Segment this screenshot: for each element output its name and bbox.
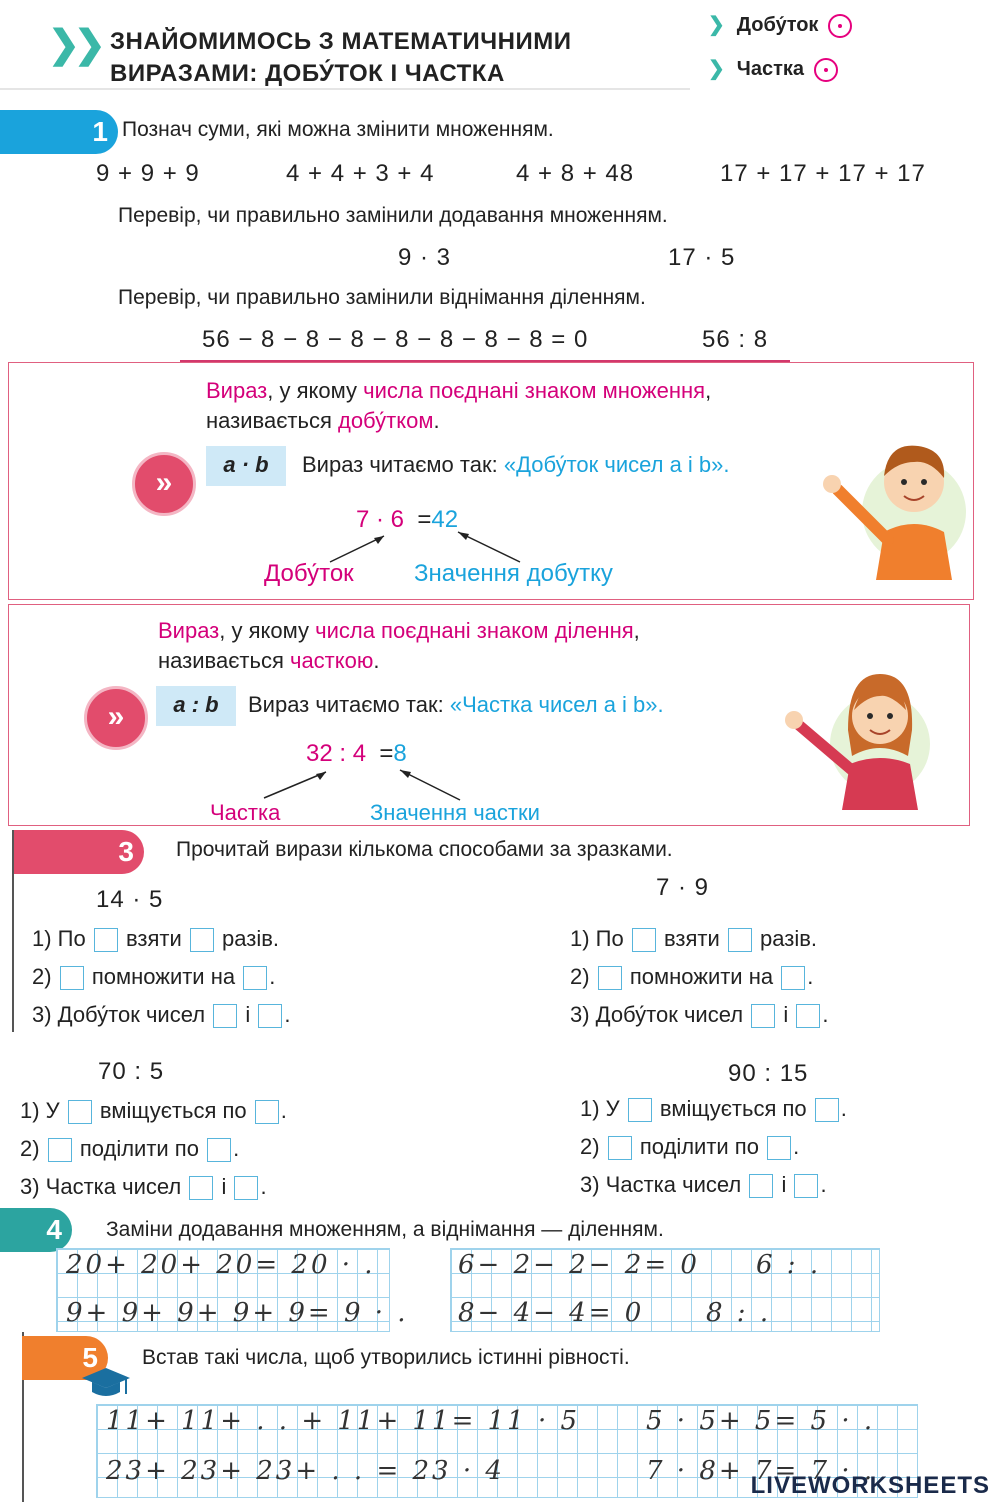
task3-expression: 90 : 15 [728, 1060, 809, 1087]
division-expression: 56 : 8 [702, 326, 769, 353]
task-number-5: 5 [22, 1336, 108, 1380]
answer-box[interactable] [207, 1138, 231, 1162]
answer-box[interactable] [767, 1136, 791, 1160]
task3-row: 1) По взяти разів. [32, 926, 280, 951]
product-expression: 9 · 3 [398, 244, 452, 271]
subtraction-expression: 56 − 8 − 8 − 8 − 8 − 8 − 8 − 8 = 0 [202, 326, 589, 353]
answer-box[interactable] [243, 966, 267, 990]
task4-equation: 6− 2− 2− 2= 0 [458, 1250, 700, 1280]
answer-box[interactable] [48, 1138, 72, 1162]
task3-expression: 7 · 9 [656, 874, 710, 901]
header-double-chevron-icon: ❯❯ [48, 24, 100, 66]
answer-box[interactable] [628, 1098, 652, 1122]
answer-box[interactable] [68, 1100, 92, 1124]
answer-box[interactable] [190, 928, 214, 952]
answer-box[interactable] [815, 1098, 839, 1122]
label-quotient: Частка [210, 800, 281, 825]
boy-illustration [818, 420, 968, 580]
answer-box[interactable] [213, 1004, 237, 1028]
topic-product: ❯ Добу́ток [708, 12, 852, 38]
task5-equation[interactable]: 11+ 11+ . . + 11+ 11= 11 · 5 [106, 1406, 581, 1436]
check-subtraction-text: Перевір, чи правильно замінили віднімання діленням. [118, 286, 646, 309]
graduation-cap-icon [80, 1366, 132, 1400]
task5-equation[interactable]: 7 · 8+ 7= 7 · . [646, 1456, 876, 1486]
answer-box[interactable] [632, 928, 656, 952]
task5-equation[interactable]: 5 · 5+ 5= 5 · . [646, 1406, 876, 1436]
task4-equation[interactable]: 20+ 20+ 20= 20 · . [66, 1250, 376, 1280]
task3-row: 1) У вміщується по . [580, 1096, 847, 1121]
task4-equation[interactable]: 9+ 9+ 9+ 9+ 9= 9 · . [66, 1298, 409, 1328]
target-icon [814, 58, 838, 82]
task3-row: 2) помножити на . [570, 964, 814, 989]
check-addition-text: Перевір, чи правильно замінили додавання множенням. [118, 204, 668, 227]
task-number-1: 1 [0, 110, 118, 154]
task1-instruction: Познач суми, які можна змінити множенням. [122, 118, 554, 141]
answer-box[interactable] [598, 966, 622, 990]
double-chevron-badge-icon: » [132, 452, 196, 516]
label-quotient-value: Значення частки [370, 800, 540, 825]
girl-illustration [782, 660, 932, 810]
sum-expression[interactable]: 17 + 17 + 17 + 17 [720, 160, 926, 187]
target-icon [828, 14, 852, 38]
label-product: Добу́ток [264, 560, 354, 587]
task3-row: 1) По взяти разів. [570, 926, 818, 951]
task5-equation[interactable]: 23+ 23+ 23+ . . = 23 · 4 [106, 1456, 505, 1486]
answer-box[interactable] [751, 1004, 775, 1028]
quotient-symbol: a : b [156, 686, 236, 726]
task-number-4: 4 [0, 1208, 72, 1252]
task4-equation[interactable]: 6 : . [756, 1250, 822, 1280]
task3-row: 2) поділити по . [580, 1134, 800, 1159]
task4-instruction: Заміни додавання множенням, а віднімання — діленням. [106, 1218, 664, 1241]
task3-row: 2) помножити на . [32, 964, 276, 989]
chevron-right-icon: ❯ [708, 58, 725, 80]
quotient-reading: Вираз читаємо так: «Частка чисел a і b». [248, 692, 664, 717]
answer-box[interactable] [749, 1174, 773, 1198]
sum-expression[interactable]: 4 + 4 + 3 + 4 [286, 160, 435, 187]
product-expression: 17 · 5 [668, 244, 736, 271]
answer-box[interactable] [728, 928, 752, 952]
quotient-definition: Вираз, у якому числа поєднані знаком ділення, називається часткою. [158, 618, 640, 673]
task3-row: 3) Частка чисел і . [20, 1174, 267, 1199]
sum-expression[interactable]: 4 + 8 + 48 [516, 160, 635, 187]
answer-box[interactable] [258, 1004, 282, 1028]
label-product-value: Значення добутку [414, 560, 613, 587]
task3-expression: 14 · 5 [96, 886, 164, 913]
task3-margin-line [12, 830, 14, 1032]
product-reading: Вираз читаємо так: «Добу́ток чисел a і b». [302, 452, 730, 477]
task5-instruction: Встав такі числа, щоб утворились істинні рівності. [142, 1346, 630, 1369]
task3-row: 3) Частка чисел і . [580, 1172, 827, 1197]
liveworksheets-logo: LIVEWORKSHEETS [750, 1472, 990, 1499]
sum-expression[interactable]: 9 + 9 + 9 [96, 160, 200, 187]
product-example: 7 · 6 =42 [356, 506, 459, 533]
answer-box[interactable] [796, 1004, 820, 1028]
answer-box[interactable] [255, 1100, 279, 1124]
task3-row: 2) поділити по . [20, 1136, 240, 1161]
task3-row: 1) У вміщується по . [20, 1098, 287, 1123]
task3-row: 3) Добу́ток чисел і . [32, 1002, 291, 1027]
answer-box[interactable] [60, 966, 84, 990]
product-definition: Вираз, у якому числа поєднані знаком множення, називається добу́тком. [206, 378, 712, 433]
task3-instruction: Прочитай вирази кількома способами за зразками. [176, 838, 673, 861]
answer-box[interactable] [781, 966, 805, 990]
task4-equation: 8− 4− 4= 0 [458, 1298, 645, 1328]
product-symbol: a · b [206, 446, 286, 486]
answer-box[interactable] [94, 928, 118, 952]
topic-quotient: ❯ Частка [708, 56, 838, 82]
answer-box[interactable] [794, 1174, 818, 1198]
quotient-example: 32 : 4 =8 [306, 740, 407, 767]
task4-equation[interactable]: 8 : . [706, 1298, 772, 1328]
task-number-3: 3 [12, 830, 144, 874]
double-chevron-badge-icon: » [84, 686, 148, 750]
page-title: ЗНАЙОМИМОСЬ З МАТЕМАТИЧНИМИ ВИРАЗАМИ: ДОБУ́ТОК І ЧАСТКА [110, 28, 572, 87]
answer-box[interactable] [189, 1176, 213, 1200]
task3-expression: 70 : 5 [98, 1058, 165, 1085]
answer-box[interactable] [234, 1176, 258, 1200]
task3-row: 3) Добу́ток чисел і . [570, 1002, 829, 1027]
chevron-right-icon: ❯ [708, 14, 725, 36]
answer-box[interactable] [608, 1136, 632, 1160]
